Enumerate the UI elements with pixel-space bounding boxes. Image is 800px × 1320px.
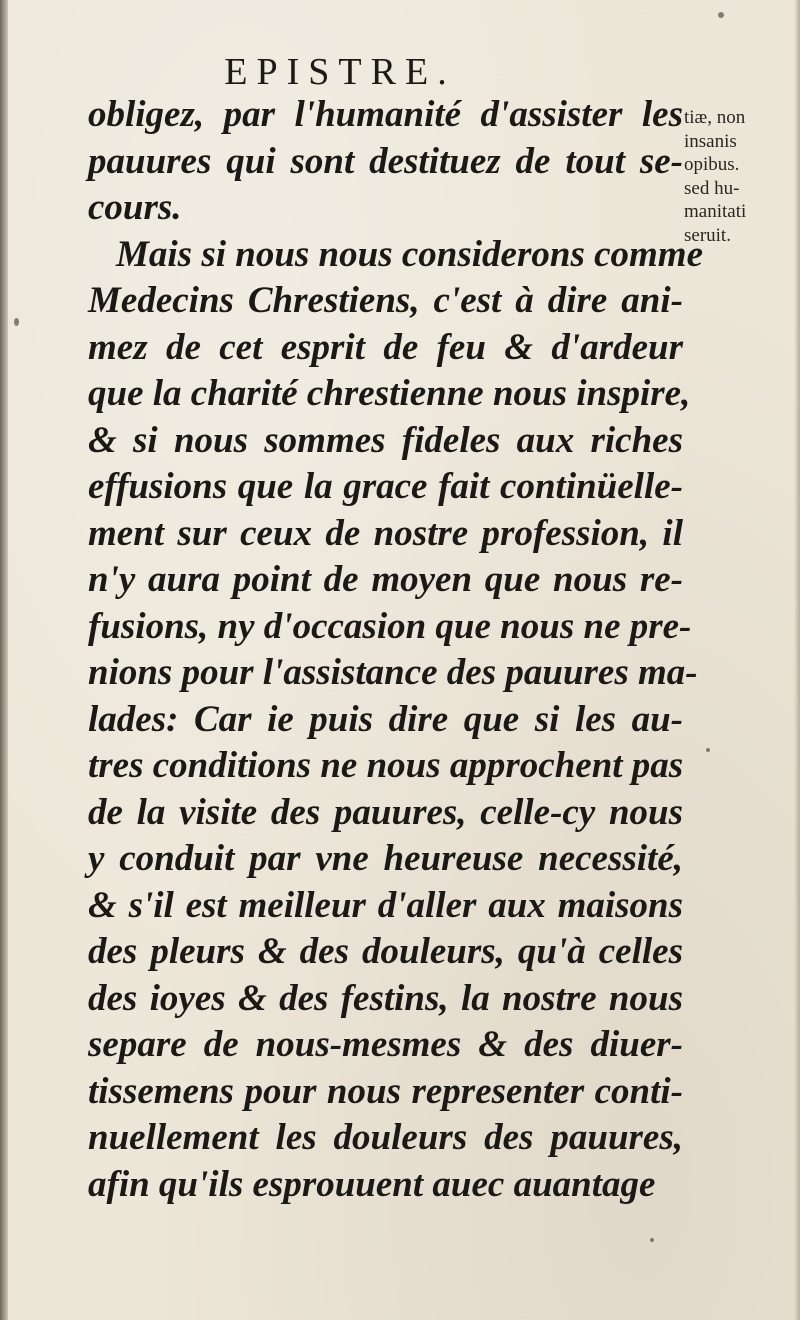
text-line: mez de cet esprit de feu & d'ardeur (88, 326, 683, 368)
text-line: nuellement les douleurs des pauures, (88, 1117, 683, 1158)
text-line: cours. (88, 187, 182, 228)
text-line: & s'il est meilleur d'aller aux maisons (88, 884, 683, 926)
text-line: nions pour l'assistance des pauures ma- (88, 652, 698, 693)
body-text (88, 92, 703, 1208)
margin-note-line: manitati (684, 201, 747, 222)
text-line: des pleurs & des douleurs, qu'à celles (88, 931, 683, 972)
page-outer-edge (794, 0, 800, 1320)
text-line: tissemens pour nous representer conti- (88, 1070, 683, 1112)
text-line: pauures qui sont destituez de tout se- (88, 140, 683, 182)
margin-note-line: opibus. (684, 154, 740, 175)
margin-note-line: tiæ, non (684, 107, 746, 128)
ink-speck (706, 748, 710, 752)
margin-note (684, 106, 794, 247)
running-head: EPISTRE. (224, 51, 456, 93)
text-line: separe de nous-mesmes & des diuer- (88, 1024, 683, 1065)
text-line: de la visite des pauures, celle-cy nous (88, 791, 683, 833)
text-line: lades: Car ie puis dire que si les au- (88, 698, 683, 740)
margin-note-line: sed hu- (684, 177, 740, 199)
text-line: que la charité chrestienne nous inspire, (88, 373, 691, 414)
text-line: effusions que la grace fait continüelle- (88, 466, 683, 507)
ink-speck (718, 12, 724, 18)
page-gutter-edge (0, 0, 8, 1320)
text-line: & si nous sommes fideles aux riches (88, 419, 683, 461)
text-line: n'y aura point de moyen que nous re- (88, 559, 683, 600)
margin-note-line: insanis (684, 130, 737, 152)
text-line: fusions, ny d'occasion que nous ne pre- (88, 605, 692, 647)
text-line: afin qu'ils esprouuent auec auantage (88, 1163, 656, 1205)
text-line: y conduit par vne heureuse necessité, (88, 838, 683, 879)
ink-speck (14, 318, 19, 326)
text-line: Medecins Chrestiens, c'est à dire ani- (88, 280, 683, 321)
text-line: ment sur ceux de nostre profession, il (88, 512, 683, 554)
text-line: tres conditions ne nous approchent pas (88, 745, 684, 786)
margin-note-line: seruit. (684, 224, 731, 246)
text-line: obligez, par l'humanité d'assister les (88, 94, 683, 135)
ink-speck (650, 1238, 654, 1242)
text-line: des ioyes & des festins, la nostre nous (88, 977, 683, 1019)
paragraph-start-line: Mais si nous nous considerons comme (116, 233, 703, 275)
